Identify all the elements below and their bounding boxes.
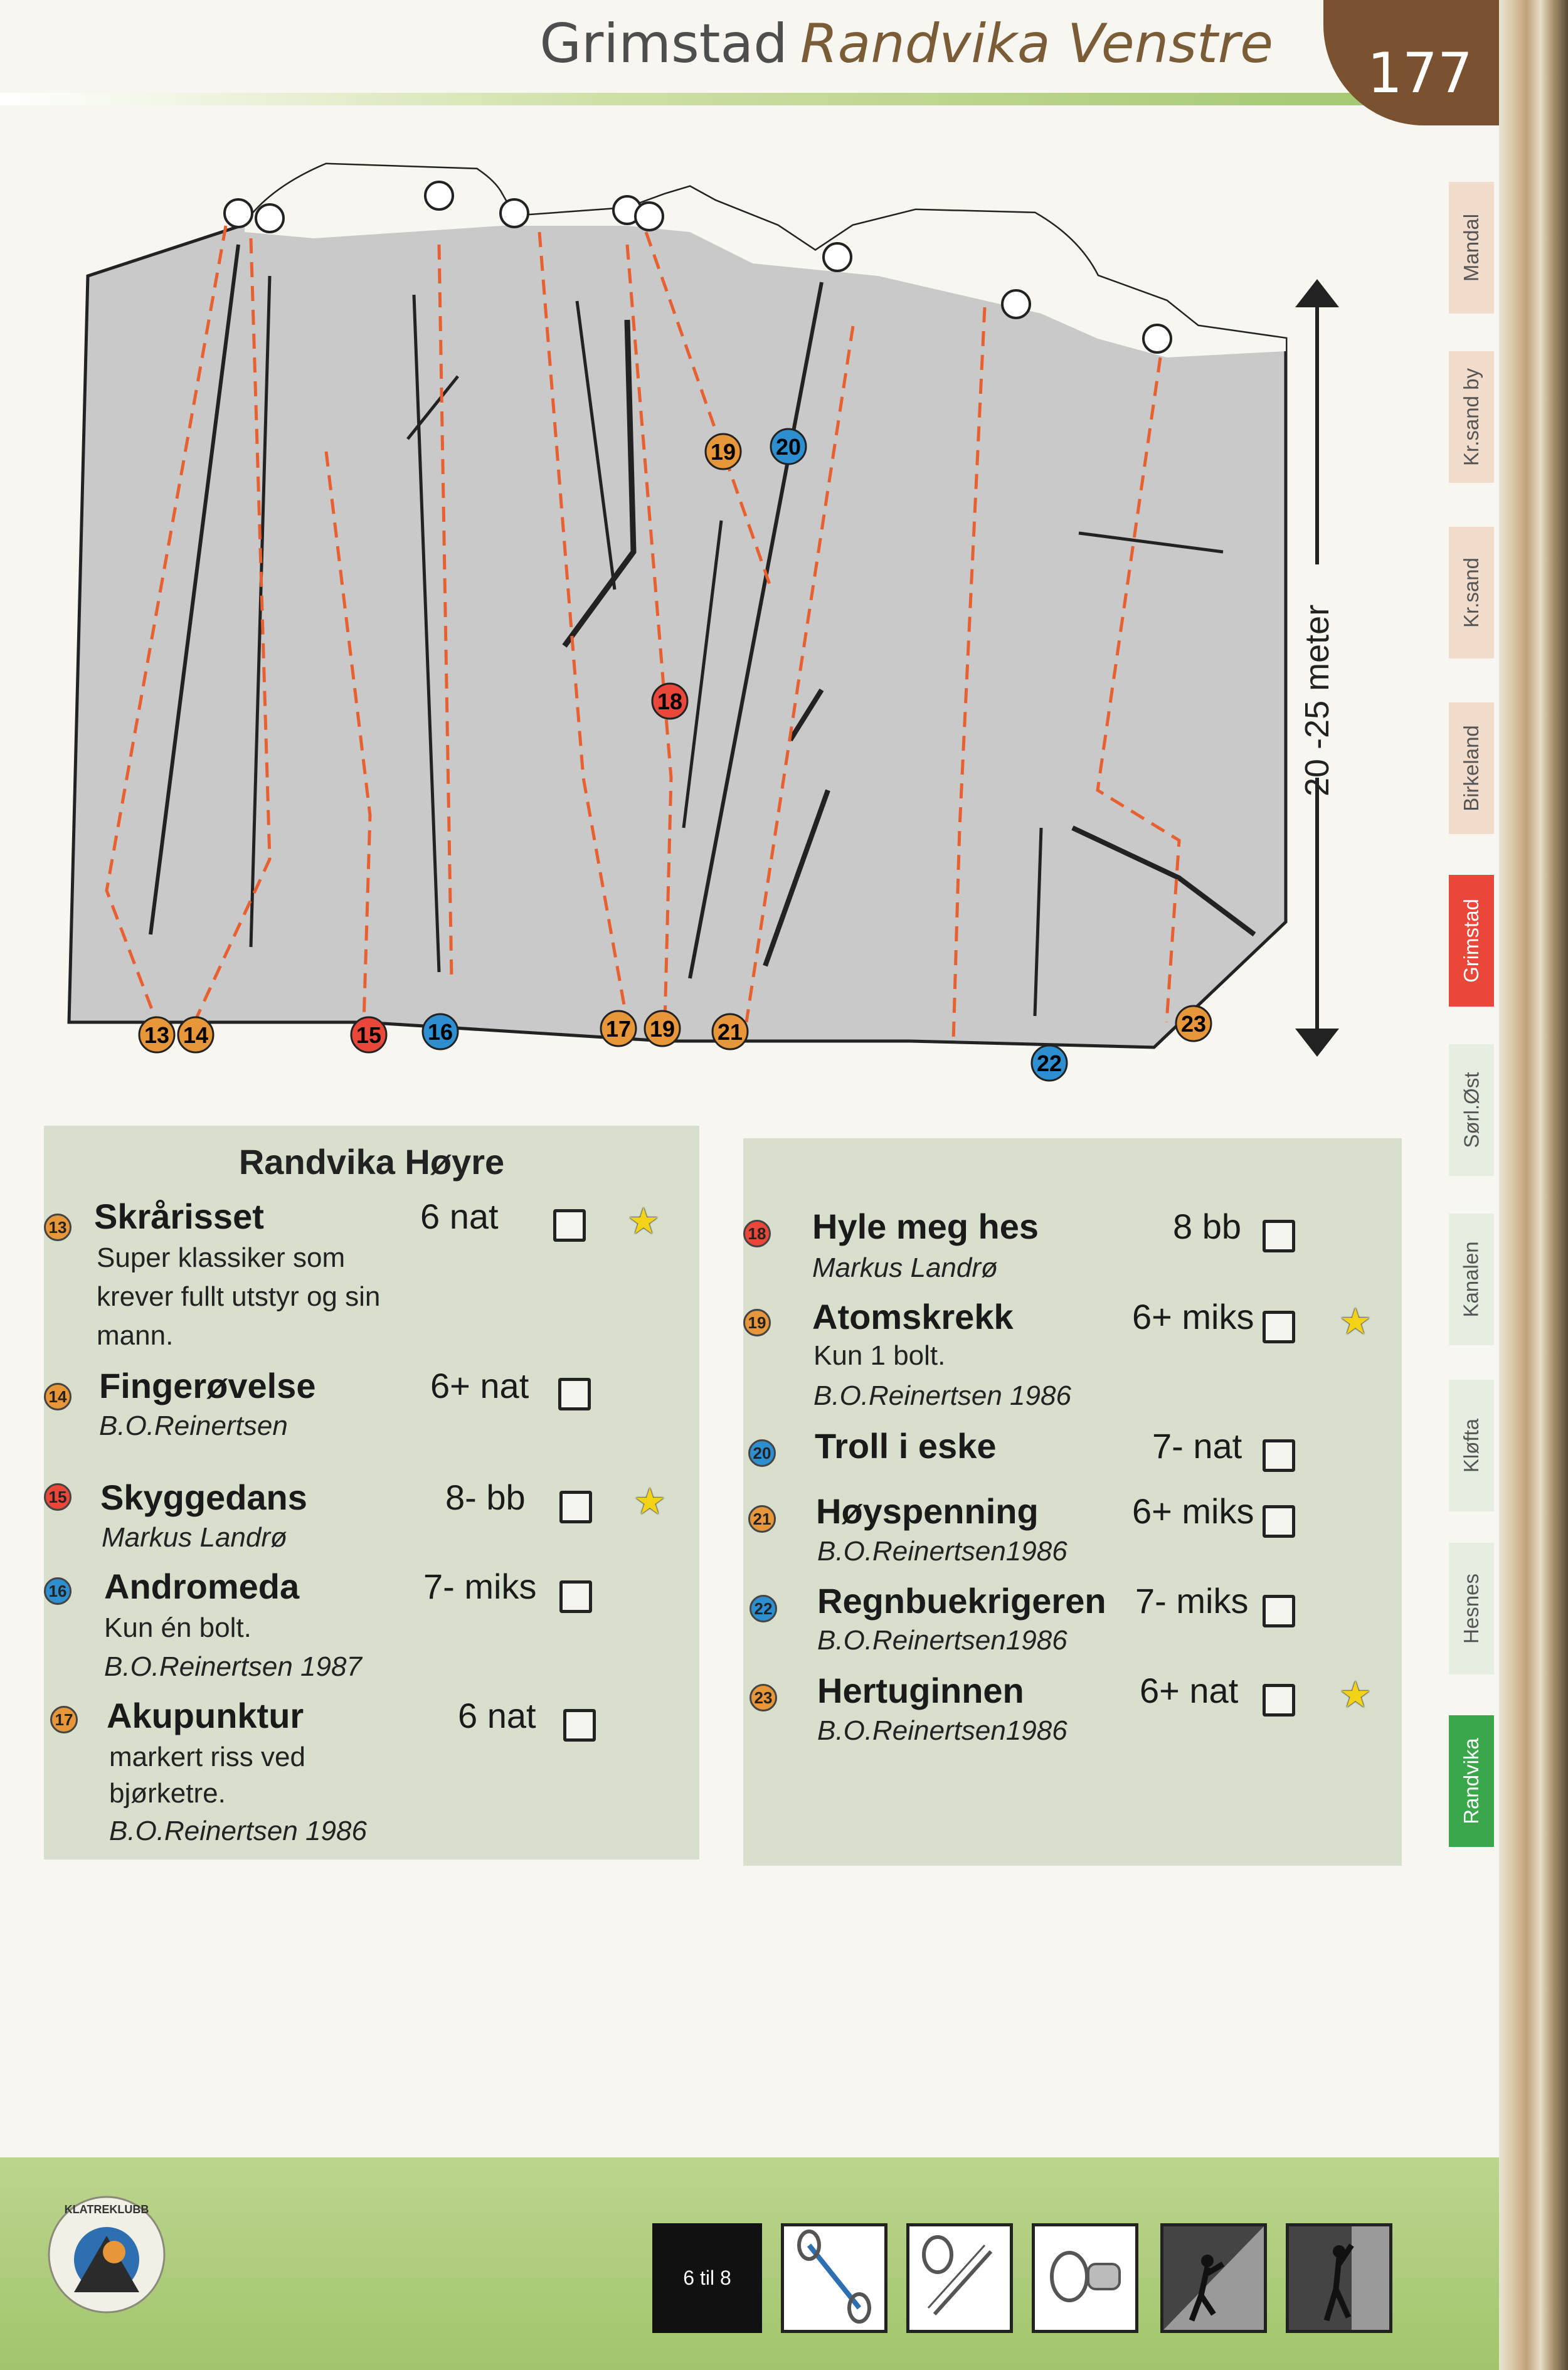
star-icon: ★: [1339, 1301, 1372, 1342]
side-tab-label: Kr.sand: [1459, 558, 1483, 628]
belay-device-icon: [1032, 2223, 1138, 2333]
route-number-badge: 19: [743, 1309, 771, 1336]
svg-text:16: 16: [427, 1019, 453, 1045]
side-tab-hesnes[interactable]: [1449, 1543, 1494, 1674]
svg-text:13: 13: [144, 1022, 170, 1048]
height-arrow-up: [1295, 279, 1339, 307]
route-author: Markus Landrø: [102, 1522, 287, 1553]
route-description: Kun 1 bolt.: [813, 1340, 946, 1371]
route-name: Regnbuekrigeren: [817, 1581, 1106, 1621]
star-icon: ★: [633, 1481, 666, 1522]
route-description: Kun én bolt.: [104, 1612, 252, 1643]
route-number-badge: 16: [44, 1577, 72, 1605]
route-number-badge: 21: [748, 1505, 776, 1533]
side-tab-kanalen[interactable]: [1449, 1214, 1494, 1345]
route-grade: 7- nat: [1152, 1426, 1242, 1466]
page-title: [539, 13, 1273, 75]
climber-slab-icon: [1160, 2223, 1267, 2333]
route-checkbox[interactable]: [563, 1709, 596, 1742]
height-arrow-down: [1295, 1029, 1339, 1057]
svg-text:15: 15: [356, 1022, 382, 1048]
page-edges: [1499, 0, 1568, 2370]
side-tab-krsand-by[interactable]: [1449, 351, 1494, 483]
route-author: B.O.Reinertsen 1986: [813, 1380, 1071, 1411]
gear-grade-label: 6 til 8: [652, 2223, 762, 2333]
anchor-icon: [425, 182, 453, 209]
route-grade: 6+ miks: [1132, 1297, 1254, 1336]
climber-wall-icon: [1286, 2223, 1392, 2333]
route-author: Markus Landrø: [812, 1252, 998, 1283]
route-checkbox[interactable]: [1263, 1220, 1295, 1252]
route-author: B.O.Reinertsen1986: [817, 1536, 1067, 1567]
route-name: Troll i eske: [815, 1426, 997, 1466]
route-name: Høyspenning: [816, 1491, 1039, 1531]
title-subarea: Randvika Venstre: [800, 13, 1273, 75]
route-author: B.O.Reinertsen1986: [817, 1715, 1067, 1746]
route-name: Andromeda: [104, 1567, 300, 1606]
svg-text:14: 14: [183, 1022, 209, 1048]
route-name: Hyle meg hes: [812, 1207, 1039, 1246]
svg-text:17: 17: [605, 1016, 632, 1042]
svg-text:19: 19: [649, 1016, 675, 1042]
route-description: bjørketre.: [109, 1778, 226, 1809]
anchor-icon: [501, 199, 528, 227]
svg-text:18: 18: [657, 689, 683, 714]
route-number-badge: 17: [50, 1706, 78, 1733]
route-grade: 6+ nat: [430, 1366, 529, 1405]
side-tab-label: Randvika: [1459, 1738, 1483, 1824]
route-number-badge: 15: [44, 1483, 72, 1511]
route-number-badge: 13: [44, 1214, 72, 1241]
route-number-badge: 14: [44, 1383, 72, 1410]
route-grade: 6+ nat: [1140, 1671, 1239, 1710]
height-label: 20 -25 meter: [1298, 604, 1336, 796]
club-logo-icon: [44, 2192, 169, 2317]
side-tab-label: Hesnes: [1459, 1574, 1483, 1644]
route-name: Atomskrekk: [812, 1297, 1014, 1336]
route-checkbox[interactable]: [1263, 1505, 1295, 1538]
route-name: Skrårisset: [94, 1197, 264, 1236]
route-description: krever fullt utstyr og sin: [97, 1281, 381, 1312]
star-icon: ★: [1339, 1674, 1372, 1715]
side-tab-label: Mandal: [1459, 213, 1483, 282]
anchor-icon: [1143, 325, 1171, 352]
route-grade: 6 nat: [420, 1197, 499, 1236]
panel-title: Randvika Høyre: [238, 1142, 505, 1182]
title-place: Grimstad: [539, 13, 788, 75]
side-tab-klofta[interactable]: [1449, 1380, 1494, 1511]
route-grade: 6+ miks: [1132, 1491, 1254, 1531]
side-tab-grimstad[interactable]: [1449, 875, 1494, 1007]
route-number-badge: 23: [750, 1684, 777, 1711]
side-tab-label: Kanalen: [1459, 1241, 1483, 1318]
side-tab-label: Grimstad: [1459, 899, 1483, 983]
side-tab-label: Sørl.Øst: [1459, 1072, 1483, 1148]
route-checkbox[interactable]: [1263, 1439, 1295, 1472]
route-name: Akupunktur: [107, 1696, 304, 1735]
anchor-icon: [1002, 290, 1030, 318]
route-author: B.O.Reinertsen: [99, 1410, 288, 1441]
header-rule: [0, 93, 1499, 105]
route-author: B.O.Reinertsen 1987: [104, 1651, 362, 1682]
route-grade: 8 bb: [1173, 1207, 1241, 1246]
route-name: Skyggedans: [100, 1478, 307, 1517]
route-grade: 7- miks: [1135, 1581, 1249, 1621]
svg-text:20: 20: [775, 434, 802, 460]
route-name: Hertuginnen: [817, 1671, 1024, 1710]
route-checkbox[interactable]: [1263, 1595, 1295, 1627]
anchor-icon: [225, 199, 252, 227]
route-description: markert riss ved: [109, 1742, 305, 1772]
side-tab-label: Birkeland: [1459, 725, 1483, 812]
route-grade: 8- bb: [445, 1478, 526, 1517]
anchor-icon: [824, 243, 851, 271]
side-tab-mandal[interactable]: [1449, 182, 1494, 314]
route-number-badge: 22: [750, 1595, 777, 1622]
quickdraw-icon: [781, 2223, 887, 2333]
side-tab-randvika[interactable]: [1449, 1715, 1494, 1847]
route-description: Super klassiker som: [97, 1242, 346, 1273]
route-list-right: [743, 1138, 1402, 1866]
star-icon: ★: [627, 1201, 660, 1242]
side-tab-sorl-ost[interactable]: [1449, 1044, 1494, 1176]
route-author: B.O.Reinertsen1986: [817, 1625, 1067, 1656]
route-number-badge: 18: [743, 1220, 771, 1247]
svg-text:KLATREKLUBB: KLATREKLUBB: [64, 2203, 149, 2216]
crag-topo: [63, 151, 1367, 1104]
anchor-icon: [256, 204, 283, 232]
svg-text:22: 22: [1036, 1050, 1062, 1076]
side-tab-birkeland[interactable]: [1449, 702, 1494, 834]
svg-text:21: 21: [717, 1019, 743, 1045]
route-author: B.O.Reinertsen 1986: [109, 1816, 367, 1846]
svg-text:19: 19: [710, 439, 736, 465]
route-list-left: [44, 1126, 699, 1859]
route-grade: 6 nat: [458, 1696, 536, 1735]
nut-and-sling-icon: [906, 2223, 1013, 2333]
anchor-icon: [635, 203, 663, 230]
side-tab-krsand[interactable]: [1449, 527, 1494, 659]
route-name: Fingerøvelse: [99, 1366, 316, 1405]
side-tab-label: Kløfta: [1459, 1418, 1483, 1473]
svg-text:23: 23: [1180, 1011, 1207, 1037]
side-tab-label: Kr.sand by: [1459, 368, 1483, 466]
route-checkbox[interactable]: [1263, 1684, 1295, 1717]
route-checkbox[interactable]: [553, 1209, 586, 1242]
route-description: mann.: [97, 1320, 174, 1351]
route-grade: 7- miks: [423, 1567, 537, 1606]
page-number: 177: [1367, 41, 1473, 105]
route-checkbox[interactable]: [1263, 1311, 1295, 1343]
route-number-badge: 20: [748, 1439, 776, 1467]
route-checkbox[interactable]: [559, 1580, 592, 1613]
route-checkbox[interactable]: [559, 1491, 592, 1523]
route-checkbox[interactable]: [558, 1378, 591, 1410]
